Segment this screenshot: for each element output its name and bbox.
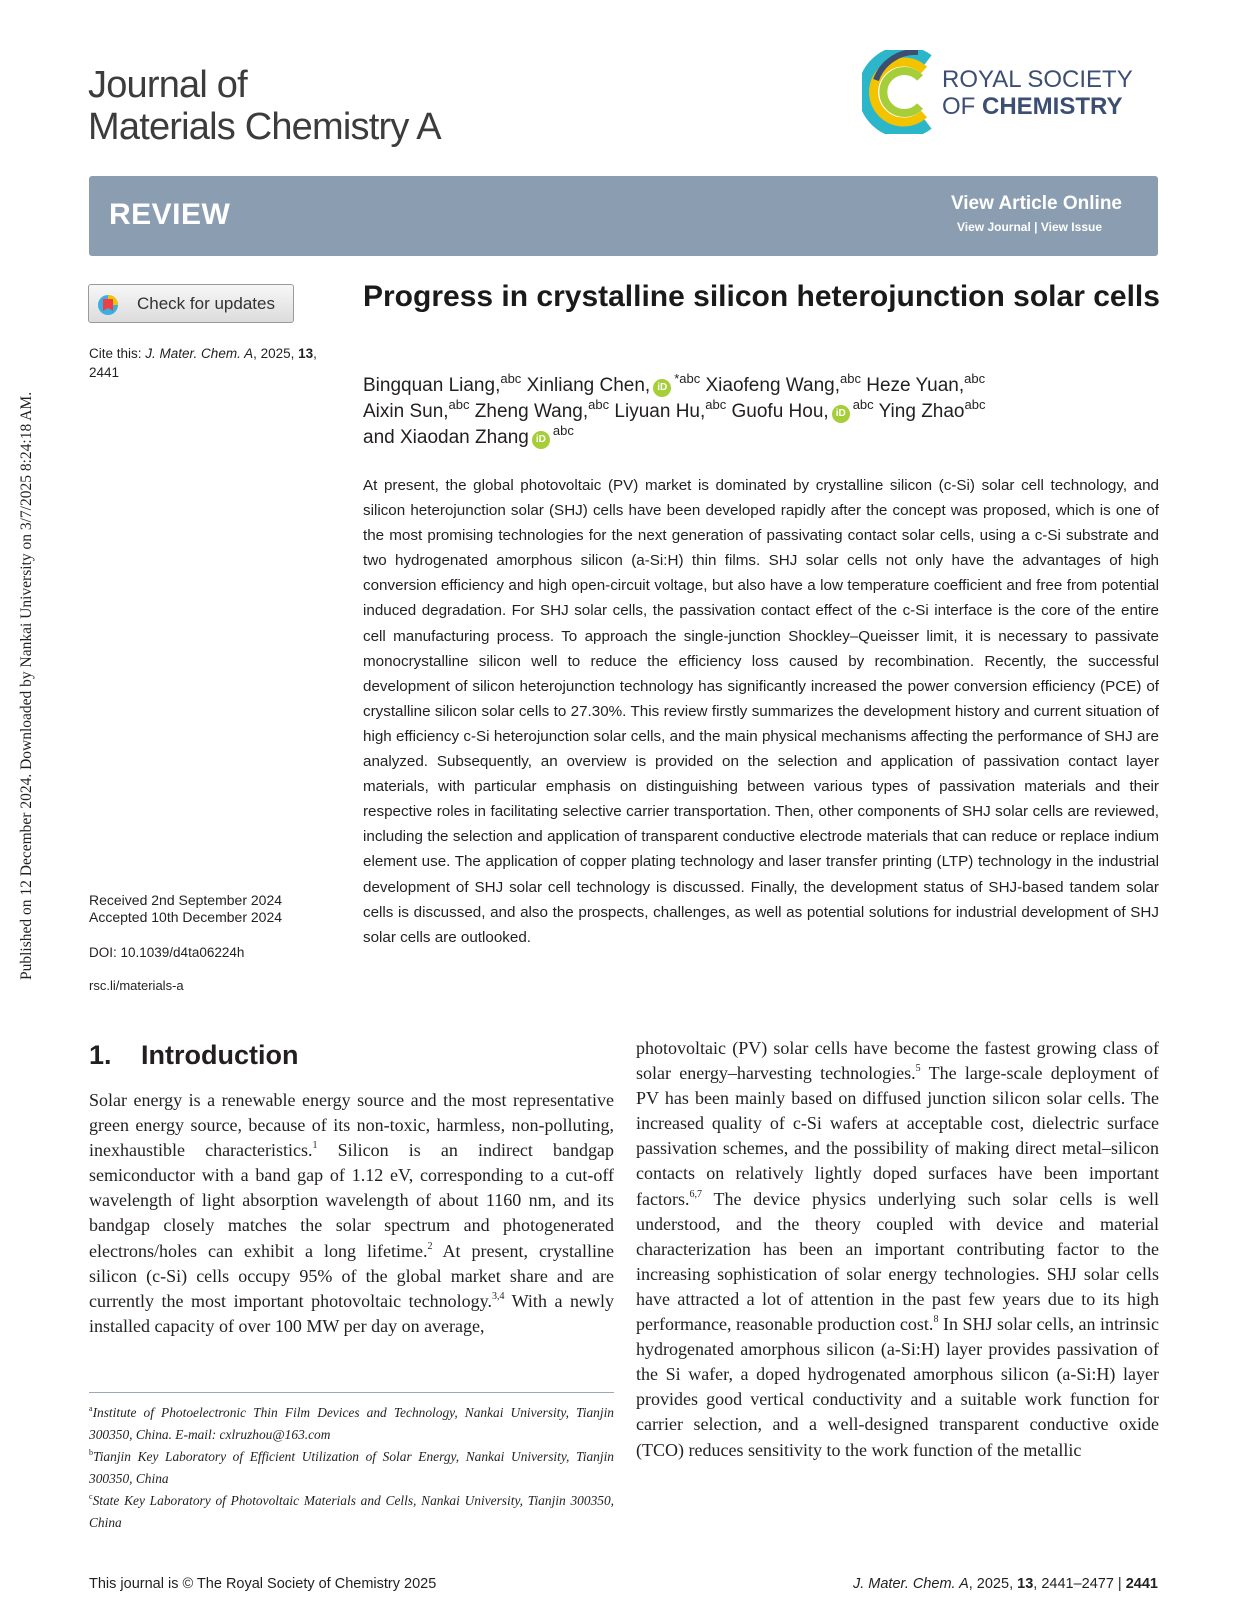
cite-page: 2441: [89, 365, 120, 380]
section-title: Introduction: [141, 1040, 299, 1070]
affiliation-footnote: [89, 1490, 614, 1534]
journal-link[interactable]: rsc.li/materials-a: [89, 978, 184, 993]
page-footer: [853, 1576, 1158, 1592]
rsc-logo-icon: [862, 50, 940, 134]
reference-marker: 1: [312, 1140, 318, 1152]
author: [878, 397, 986, 422]
check-for-updates-button[interactable]: [88, 284, 294, 323]
author-name: Ying Zhao: [878, 401, 965, 422]
author-affiliation-marks: [964, 371, 985, 386]
author-name: Aixin Sun,: [363, 401, 449, 422]
view-journal-link[interactable]: View Journal: [957, 220, 1031, 234]
footnote-divider: [89, 1392, 614, 1393]
article-dates: [89, 892, 282, 926]
journal-title-line2: Materials Chemistry A: [88, 106, 441, 148]
author-affiliation-marks: [500, 371, 521, 386]
body-text-left: [89, 1088, 614, 1339]
author-name: Xinliang Chen,: [526, 375, 651, 396]
page-number: 2441: [1125, 1576, 1158, 1592]
author-name: Liyuan Hu,: [614, 401, 706, 422]
section-number: 1.: [89, 1040, 112, 1070]
author-affiliation-marks: [674, 371, 700, 386]
affiliation-letters: abc: [840, 371, 861, 386]
affiliation-text: State Key Laboratory of Photovoltaic Materials and Cells, Nankai University, Tianjin 300350, China: [89, 1493, 614, 1530]
accepted-date: Accepted 10th December 2024: [89, 909, 283, 925]
author-affiliation-marks: [449, 397, 470, 412]
author: [866, 371, 986, 396]
reference-marker: 5: [915, 1063, 921, 1075]
author-name: Heze Yuan,: [866, 375, 965, 396]
author-name: Zheng Wang,: [474, 401, 589, 422]
affiliation-mark: b: [89, 1448, 93, 1457]
body-text-run: The large-scale deployment of PV has been mainly based on diffused junction silicon solar cells. The increased quality of c-Si wafers at acceptable cost, dielectric surface passivation schemes, and the possibility of making direct metal–silicon contacts on relatively lightly doped surfaces have been important factors.: [636, 1063, 1159, 1209]
doi[interactable]: DOI: 10.1039/d4ta06224h: [89, 945, 245, 960]
reference-marker: 8: [933, 1314, 939, 1326]
body-text-right: [636, 1036, 1159, 1463]
body-text-run: In SHJ solar cells, an intrinsic hydrogenated amorphous silicon (a-Si:H) layer provides passivation of the Si wafer, a doped hydrogenated amorphous silicon (a-Si:H) layer provides good vertical conductivity and a suitable work function for carrier selection, and a well-designed transparent conductive oxide (TCO) reduces sensitivity to the work function of the metallic: [636, 1314, 1159, 1460]
affiliation-letters: abc: [679, 371, 701, 386]
author-name: Guofu Hou,: [731, 401, 829, 422]
footer-journal: J. Mater. Chem. A: [852, 1576, 969, 1592]
author-affiliation-marks: [853, 397, 874, 412]
affiliation-letters: abc: [964, 371, 986, 386]
affiliation-letters: abc: [448, 397, 470, 412]
banner-sub-links: [957, 220, 1102, 234]
body-text-run: The device physics underlying such solar cells is well understood, and the theory coupled with device and material characterization has been an important contributing factor to the increasing sophistication of solar energy technologies. SHJ solar cells have attracted a lot of attention in the past few years due to its high performance, reasonable production cost.: [636, 1188, 1159, 1335]
copyright-footer: This journal is © The Royal Society of Chemistry 2025: [89, 1576, 437, 1592]
cite-separator: ,: [313, 346, 317, 361]
orcid-icon[interactable]: iD: [653, 379, 671, 397]
affiliation-mark: a: [89, 1404, 93, 1413]
affiliation-letters: abc: [852, 397, 874, 412]
author-list: [363, 373, 1163, 451]
affiliation-letters: abc: [500, 371, 522, 386]
rsc-logo[interactable]: [862, 50, 1162, 140]
author: [731, 397, 874, 422]
reference-marker: 6,7: [689, 1188, 702, 1200]
cite-year: , 2025,: [253, 346, 299, 361]
article-type-banner: [89, 176, 1158, 256]
journal-title-line1: Journal of: [88, 64, 247, 106]
body-text-run: With a newly installed capacity of over 100 MW per day on average,: [89, 1290, 614, 1336]
body-text-run: Solar energy is a renewable energy source and the most representative green energy source, because of its non-toxic, harmless, non-polluting, inexhaustible characteristics.: [89, 1090, 614, 1161]
view-article-online-link[interactable]: View Article Online: [950, 193, 1122, 214]
affiliation-text: Tianjin Key Laboratory of Efficient Utilization of Solar Energy, Nankai University, Tianjin 300350, China: [89, 1449, 614, 1486]
orcid-icon[interactable]: iD: [832, 405, 850, 423]
affiliations: [89, 1402, 614, 1534]
section-heading: [89, 1040, 298, 1071]
cite-label: Cite this:: [89, 346, 142, 361]
author: [474, 397, 610, 422]
author-affiliation-marks: [588, 397, 609, 412]
article-type-label: REVIEW: [109, 198, 231, 231]
author: [614, 397, 727, 422]
cite-journal: J. Mater. Chem. A: [145, 346, 254, 361]
affiliation-text: Institute of Photoelectronic Thin Film Devices and Technology, Nankai University, Tianjin 300350, China. E-mail: cxlruzhou@163.com: [89, 1405, 614, 1442]
author-affiliation-marks: [965, 397, 986, 412]
check-for-updates-label: Check for updates: [137, 294, 275, 313]
body-text-run: photovoltaic (PV) solar cells have become the fastest growing class of solar energy–harvesting technologies.: [636, 1038, 1159, 1084]
affiliation-footnote: [89, 1402, 614, 1446]
author-name: Bingquan Liang,: [363, 375, 501, 396]
rsc-wordmark-bold: CHEMISTRY: [982, 93, 1123, 120]
crossmark-icon: [97, 294, 119, 316]
abstract: At present, the global photovoltaic (PV) market is dominated by crystalline silicon (c-Si) solar cell technology, and silicon heterojunction solar (SHJ) cells have been developed rapidly after the concept was proposed, which is one of the most promising technologies for the next generation of passivating contact solar cells, using a c-Si substrate and two hydrogenated amorphous silicon (a-Si:H) thin films. SHJ solar cells not only have the advantages of high conversion efficiency and high open-circuit voltage, but also have a low temperature coefficient and free from potential induced degradation. For SHJ solar cells, the passivation contact effect of the c-Si interface is the core of the entire cell manufacturing process. To approach the single-junction Shockley–Queisser limit, it is necessary to passivate monocrystalline silicon well to reduce the efficiency loss caused by recombination. Recently, the successful development of silicon heterojunction technology has significantly increased the power conversion efficiency (PCE) of crystalline silicon solar cells to 27.30%. This review firstly summarizes the development history and current situation of high efficiency c-Si heterojunction solar cells, and the main physical mechanisms affecting the performance of SHJ are analyzed. Subsequently, an overview is provided on the selection and application of passivation contact layer materials, with particular emphasis on distinguishing between various types of passivation materials and their respective roles in facilitating selective carrier transportation. Then, other components of SHJ solar cells are reviewed, including the selection and application of transparent conductive electrode materials that can reduce or replace indium element use. The application of copper plating technology and laser transfer printing (LTP) technology in the industrial development of SHJ solar cell technology is discussed. Finally, the development status of SHJ-based tandem solar cells is discussed, and also the prospects, challenges, as well as potential solutions for industrial development of SHJ solar cells are outlooked.: [363, 477, 1159, 946]
body-text-run: At present, crystalline silicon (c-Si) cells occupy 95% of the global market share and are currently the most important photovoltaic technology.: [89, 1240, 614, 1311]
received-date: Received 2nd September 2024: [89, 892, 283, 908]
footer-separator: |: [1113, 1576, 1126, 1592]
affiliation-letters: abc: [705, 397, 727, 412]
affiliation-letters: abc: [588, 397, 610, 412]
cite-volume: 13: [298, 346, 314, 361]
citation: [89, 344, 339, 382]
view-issue-link[interactable]: View Issue: [1040, 220, 1102, 234]
journal-title: [88, 64, 441, 148]
author-name: Xiaofeng Wang,: [705, 375, 840, 396]
affiliation-mark: c: [89, 1492, 93, 1501]
author-affiliation-marks: [553, 423, 574, 438]
footer-volume: 13: [1017, 1576, 1034, 1592]
orcid-icon[interactable]: iD: [532, 431, 550, 449]
affiliation-footnote: [89, 1446, 614, 1490]
footer-year: , 2025,: [968, 1576, 1018, 1592]
author-name: and Xiaodan Zhang: [363, 427, 529, 448]
article-title: Progress in crystalline silicon heterojunction solar cells: [363, 280, 1160, 313]
rsc-wordmark: [942, 66, 1133, 120]
affiliation-letters: abc: [552, 423, 574, 438]
author: [363, 423, 574, 448]
author-affiliation-marks: [705, 397, 726, 412]
author: [705, 371, 861, 396]
affiliation-letters: abc: [964, 397, 986, 412]
footer-pages: , 2441–2477: [1033, 1576, 1114, 1592]
rsc-wordmark-line1: ROYAL SOCIETY: [942, 66, 1133, 93]
reference-marker: 3,4: [491, 1290, 505, 1302]
banner-separator: |: [1030, 220, 1041, 234]
download-notice: Published on 12 December 2024. Downloaded by Nankai University on 3/7/2025 8:24:18 AM.: [18, 391, 35, 980]
rsc-wordmark-line2: [942, 93, 1133, 120]
author: [526, 371, 701, 396]
author: [363, 397, 470, 422]
author-affiliation-marks: [840, 371, 861, 386]
body-text-run: Silicon is an indirect bandgap semiconductor with a band gap of 1.12 eV, corresponding to a cut-off wavelength of light absorption wavelength of about 1160 nm, and its bandgap closely matches the solar spectrum and photogenerated electrons/holes can exhibit a long lifetime.: [89, 1140, 615, 1261]
author: [363, 371, 522, 396]
reference-marker: 2: [427, 1240, 433, 1252]
corresponding-author-mark: *: [674, 371, 680, 386]
rsc-wordmark-prefix: OF: [942, 93, 982, 120]
